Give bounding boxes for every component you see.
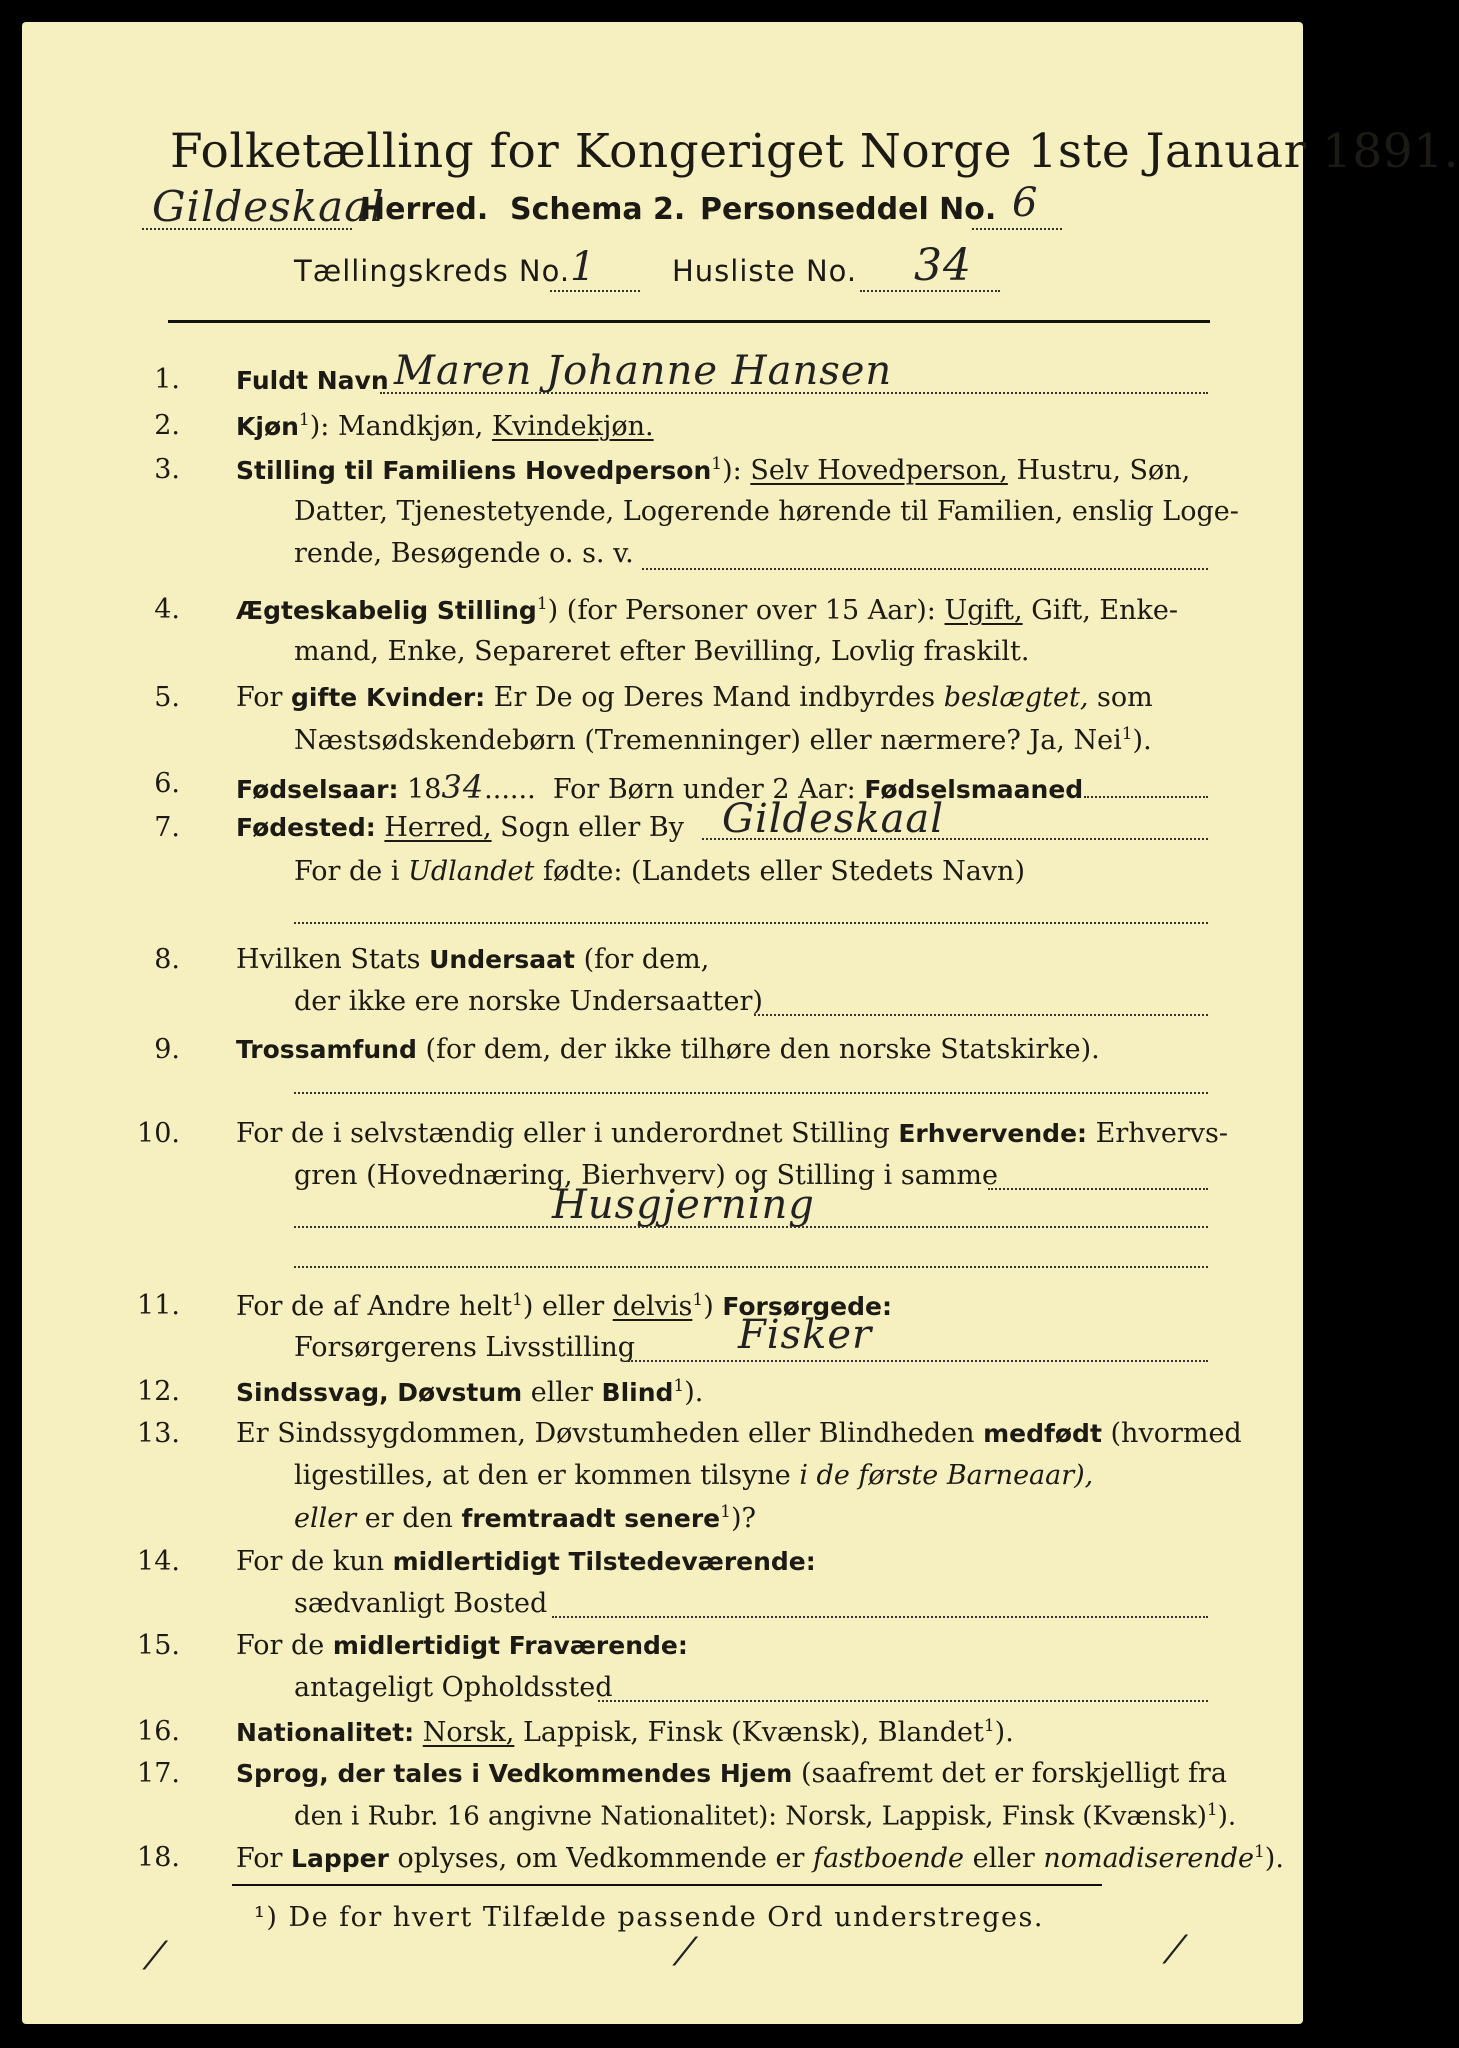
q13-line1 xyxy=(236,1418,1242,1449)
q7-line2-italic: Udlandet xyxy=(408,856,535,887)
q14-line2: sædvanligt Bosted xyxy=(294,1588,548,1619)
q11-line2: Forsørgerens Livsstilling xyxy=(294,1332,636,1363)
q14-line1 xyxy=(236,1546,816,1577)
q2-number: 2. xyxy=(154,410,180,441)
q10-number: 10. xyxy=(137,1118,180,1149)
q6-line: Fødselsaar: 1834...... For Børn under 2 Aar: Fødselsmaaned xyxy=(236,768,1084,806)
q18-mid: oplyses, om Vedkommende er xyxy=(397,1843,805,1874)
header-rule xyxy=(168,320,1210,323)
q3-line3: rende, Besøgende o. s. v. xyxy=(294,538,634,569)
stray-mark-right: ⁄ xyxy=(1172,1928,1179,1972)
q2-line: Kjøn$^1$): Mandkjøn, Kvindekjøn. xyxy=(236,410,654,442)
q10-label: Erhvervende: xyxy=(898,1119,1088,1148)
q8-number: 8. xyxy=(154,944,180,975)
q9-rest: (for dem, der ikke tilhøre den norske Statskirke). xyxy=(425,1034,1100,1065)
q7-mid: Sogn eller By xyxy=(500,812,684,843)
q2-opt1: Mandkjøn, xyxy=(337,411,484,442)
q5-line2: Næstsødskendebørn (Tremenninger) eller nærmere? Ja, Nei$^1$). xyxy=(294,724,1152,756)
q18-mid2: eller xyxy=(972,1843,1035,1874)
q18-italic2: nomadiserende xyxy=(1043,1843,1254,1874)
q18-pre: For xyxy=(236,1843,283,1874)
q7-blank-dotline xyxy=(294,922,1208,924)
q4-number: 4. xyxy=(154,594,180,625)
q12-mid: eller xyxy=(530,1377,593,1408)
form-title: Folketælling for Kongeriget Norge 1ste Januar 1891. xyxy=(170,124,1459,179)
q12-line: Sindssvag, Døvstum eller Blind$^1$). xyxy=(236,1376,704,1408)
q5-pre: For xyxy=(236,682,283,713)
q15-label: midlertidigt Fraværende: xyxy=(332,1631,688,1660)
q14-number: 14. xyxy=(137,1546,180,1577)
q6-number: 6. xyxy=(154,768,180,799)
q7-line1 xyxy=(236,812,684,843)
q15-pre: For de xyxy=(236,1630,325,1661)
q9-label: Trossamfund xyxy=(236,1035,417,1064)
q11-label: Forsørgede: xyxy=(722,1292,892,1321)
q2-opt2: Kvindekjøn. xyxy=(491,411,654,442)
q5-mid: Er De og Deres Mand indbyrdes xyxy=(493,682,936,713)
q11-number: 11. xyxy=(137,1290,180,1321)
q10-dotline xyxy=(988,1188,1208,1190)
q13-pre: Er Sindssygdommen, Døvstumheden eller Blindheden xyxy=(236,1418,975,1449)
q17-line2: den i Rubr. 16 angivne Nationalitet): Norsk, Lappisk, Finsk (Kvænsk)$^1$). xyxy=(294,1800,1237,1832)
q11-selected: delvis xyxy=(612,1291,693,1322)
q7-label: Fødested: xyxy=(236,813,376,842)
q3-rest: Hustru, Søn, xyxy=(1016,455,1191,486)
q4-pre: (for Personer over 15 Aar): xyxy=(566,595,936,626)
q3-number: 3. xyxy=(154,454,180,485)
q13-rest: (hvormed xyxy=(1110,1418,1242,1449)
q13-line2 xyxy=(294,1460,1093,1491)
q13-line3a: er den xyxy=(364,1503,453,1534)
q7-line2 xyxy=(294,856,1025,887)
schema-label: Schema 2. xyxy=(510,192,686,227)
q4-line1: Ægteskabelig Stilling$^1$) (for Personer over 15 Aar): Ugift, Gift, Enke- xyxy=(236,594,1178,626)
q12-label2: Blind xyxy=(601,1378,674,1407)
q4-label: Ægteskabelig Stilling xyxy=(236,596,537,625)
q17-rest: (saafremt det er forskjelligt fra xyxy=(800,1758,1227,1789)
q16-number: 16. xyxy=(137,1716,180,1747)
q15-line1 xyxy=(236,1630,688,1661)
stray-mark-center: ⁄ xyxy=(682,1930,689,1974)
q7-number: 7. xyxy=(154,812,180,843)
q12-label: Sindssvag, Døvstum xyxy=(236,1378,523,1407)
q17-number: 17. xyxy=(137,1758,180,1789)
herred-handwritten: Gildeskaal xyxy=(152,182,385,231)
q8-line2: der ikke ere norske Undersaatter) xyxy=(294,986,763,1017)
q11-mid: eller xyxy=(541,1291,605,1322)
q14-pre: For de kun xyxy=(236,1546,384,1577)
personseddel-value: 6 xyxy=(1012,180,1039,226)
q9-number: 9. xyxy=(154,1034,180,1065)
q9-blank-dotline xyxy=(294,1092,1208,1094)
q17-label: Sprog, der tales i Vedkommendes Hjem xyxy=(236,1759,793,1788)
q15-line2: antageligt Opholdssted xyxy=(294,1672,613,1703)
q11-pre: For de af Andre helt xyxy=(236,1291,513,1322)
q5-italic: beslægtet, xyxy=(943,682,1089,713)
q13-line2-italic: i de første Barneaar), xyxy=(799,1460,1094,1491)
footnote: ¹) De for hvert Tilfælde passende Ord understreges. xyxy=(254,1902,1044,1933)
q7-line2a: For de i xyxy=(294,856,400,887)
q2-label: Kjøn xyxy=(236,412,299,441)
q10-rest: Erhvervs- xyxy=(1095,1118,1229,1149)
footnote-rule xyxy=(232,1884,1102,1886)
q6-mid: For Børn under 2 Aar: xyxy=(552,774,856,805)
q6-label: Fødselsaar: xyxy=(236,775,399,804)
q16-rest: Lappisk, Finsk (Kvænsk), Blandet xyxy=(522,1717,984,1748)
q16-selected: Norsk, xyxy=(422,1717,515,1748)
q4-selected: Ugift, xyxy=(944,595,1023,626)
q13-number: 13. xyxy=(137,1418,180,1449)
q14-label: midlertidigt Tilstedeværende: xyxy=(392,1547,816,1576)
q18-line: For Lapper oplyses, om Vedkommende er fastboende eller nomadiserende$^1$). xyxy=(236,1842,1284,1874)
q7-line2b: fødte: (Landets eller Stedets Navn) xyxy=(542,856,1025,887)
q7-answer: Gildeskaal xyxy=(722,796,945,842)
q4-rest: Gift, Enke- xyxy=(1031,595,1178,626)
q12-number: 12. xyxy=(137,1376,180,1407)
q13-line2a: ligestilles, at den er kommen tilsyne xyxy=(294,1460,791,1491)
q13-line3-bold: fremtraadt senere xyxy=(461,1504,721,1533)
q1-label: Fuldt Navn xyxy=(236,366,389,395)
q8-rest: (for dem, xyxy=(583,944,710,975)
q11-line1: For de af Andre helt$^1$) eller delvis$^1$) Forsørgede: xyxy=(236,1290,892,1322)
q18-label: Lapper xyxy=(291,1844,389,1873)
q14-dotline xyxy=(552,1616,1208,1618)
q5-end: som xyxy=(1097,682,1153,713)
husliste-label: Husliste No. xyxy=(672,254,858,288)
q17-line2-text: den i Rubr. 16 angivne Nationalitet): Norsk, Lappisk, Finsk (Kvænsk) xyxy=(294,1801,1207,1832)
q6-dotline xyxy=(1084,796,1208,798)
q8-dotline xyxy=(754,1014,1208,1016)
q11-answer: Fisker xyxy=(738,1312,873,1358)
q5-line1 xyxy=(236,682,1153,713)
q15-number: 15. xyxy=(137,1630,180,1661)
stray-mark-left: ⁄ xyxy=(152,1934,159,1978)
q15-dotline xyxy=(598,1700,1208,1702)
kreds-value: 1 xyxy=(570,244,597,290)
herred-label: Herred. xyxy=(360,192,489,227)
q6-label2: Fødselsmaaned xyxy=(864,775,1084,804)
q13-label: medfødt xyxy=(983,1419,1102,1448)
q17-line1 xyxy=(236,1758,1227,1789)
kreds-dotline xyxy=(550,290,640,292)
q8-pre: Hvilken Stats xyxy=(236,944,421,975)
q6-year-prefix: 18 xyxy=(407,774,442,805)
q13-line3-italic: eller xyxy=(294,1503,357,1534)
q1-answer: Maren Johanne Hansen xyxy=(394,348,893,394)
q10-answer: Husgjerning xyxy=(552,1182,815,1228)
q18-number: 18. xyxy=(137,1842,180,1873)
q10-line2: gren (Hovednæring, Bierhverv) og Stilling i samme xyxy=(294,1160,999,1191)
q13-line3: eller er den fremtraadt senere$^1$)? xyxy=(294,1502,756,1534)
q7-selected: Herred, xyxy=(384,812,492,843)
personseddel-dotline xyxy=(972,228,1062,230)
q5-number: 5. xyxy=(154,682,180,713)
q9-line xyxy=(236,1034,1100,1065)
q3-dotline xyxy=(642,568,1208,570)
census-form xyxy=(22,22,1459,2024)
q3-line2: Datter, Tjenestetyende, Logerende hørende til Familien, enslig Loge- xyxy=(294,496,1239,527)
husliste-value: 34 xyxy=(914,240,972,291)
q10-blank-dotline xyxy=(294,1266,1208,1268)
q5-label: gifte Kvinder: xyxy=(291,683,486,712)
q3-selected: Selv Hovedperson, xyxy=(750,455,1008,486)
q3-line1: Stilling til Familiens Hovedperson$^1$): Selv Hovedperson, Hustru, Søn, xyxy=(236,454,1191,486)
q4-line2: mand, Enke, Separeret efter Bevilling, Lovlig fraskilt. xyxy=(294,636,1030,667)
q11-dotline xyxy=(628,1360,1208,1362)
personseddel-label: Personseddel No. xyxy=(700,192,997,227)
q8-label: Undersaat xyxy=(429,945,575,974)
q3-label: Stilling til Familiens Hovedperson xyxy=(236,456,712,485)
q16-label: Nationalitet: xyxy=(236,1718,415,1747)
q1-number: 1. xyxy=(154,364,180,395)
q5-line2-text: Næstsødskendebørn (Tremenninger) eller nærmere? Ja, Nei xyxy=(294,725,1122,756)
q10-line1 xyxy=(236,1118,1228,1149)
q6-year-value: 34 xyxy=(441,768,485,806)
q16-line: Nationalitet: Norsk, Lappisk, Finsk (Kvænsk), Blandet$^1$). xyxy=(236,1716,1014,1748)
q10-pre: For de i selvstændig eller i underordnet Stilling xyxy=(236,1118,890,1149)
q8-line1 xyxy=(236,944,709,975)
kreds-label: Tællingskreds No. xyxy=(294,254,571,288)
q18-italic1: fastboende xyxy=(813,1843,964,1874)
